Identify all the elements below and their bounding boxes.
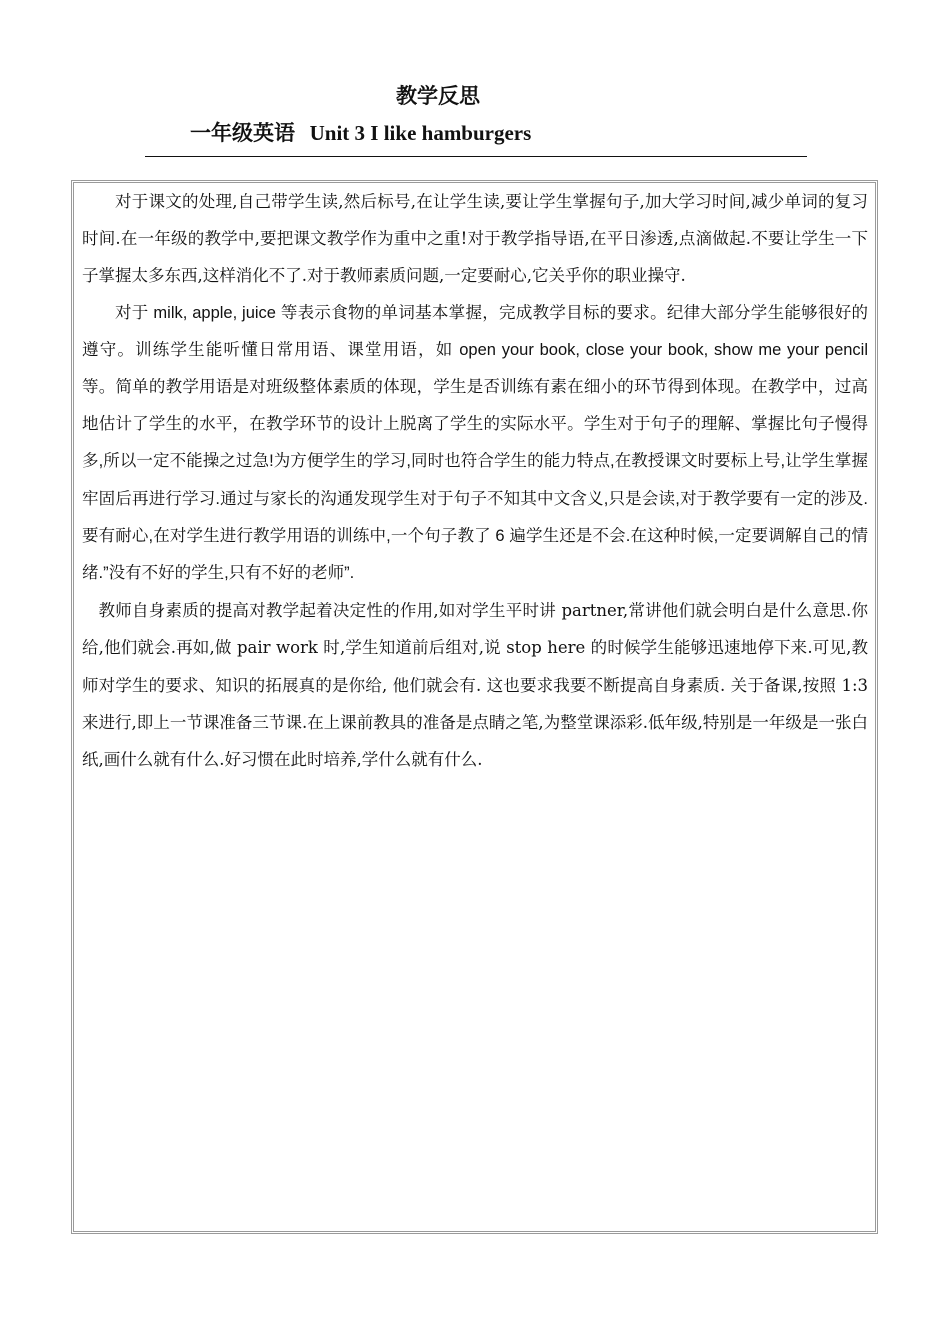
subtitle-chinese: 一年级英语 — [190, 121, 295, 145]
paragraph-2: 对于 milk, apple, juice 等表示食物的单词基本掌握，完成教学目标的要求。纪律大部分学生能够很好的遵守。训练学生能听懂日常用语、课堂用语，如 open your book, close your book, show me your pencil 等。简单的教学用语是对班级整体素质的体现，学生是否训练有素在细小的环节得到体现。在教学中，过高地估计了学生的水平，在教学环节的设计上脱离了学生的实际水平。学生对于句子的理解、掌握比句子慢得多,所以一定不能操之过急!为方便学生的学习,同时也符合学生的能力特点,在教授课文时要标上号,让学生掌握牢固后再进行学习.通过与家长的沟通发现学生对于句子不知其中文含义,只是会读,对于教学要有一定的涉及.要有耐心,在对学生进行教学用语的训练中,一个句子教了 6 遍学生还是不会.在这种时候,一定要调解自己的情绪.”没有不好的学生,只有不好的老师”. — [82, 303, 868, 583]
subtitle-english: Unit 3 I like hamburgers — [309, 121, 532, 145]
title-underline — [145, 156, 807, 157]
page-subtitle — [190, 117, 531, 147]
reflection-body — [82, 183, 868, 778]
paragraph-3: 教师自身素质的提高对教学起着决定性的作用,如对学生平时讲 partner,常讲他们就会明白是什么意思.你给,他们就会.再如,做 pair work 时,学生知道前后组对,说 stop here 的时候学生能够迅速地停下来.可见,教师对学生的要求、知识的拓展真的是你给, 他们就会有. 这也要求我要不断提高自身素质. 关于备课,按照 1:3 来进行,即上一节课准备三节课.在上课前教具的准备是点睛之笔,为整堂课添彩.低年级,特别是一年级是一张白纸,画什么就有什么.好习惯在此时培养,学什么就有什么. — [82, 601, 868, 770]
page-title: 教学反思 — [396, 84, 480, 108]
paragraph-1: 对于课文的处理,自己带学生读,然后标号,在让学生读,要让学生掌握句子,加大学习时间,减少单词的复习时间.在一年级的教学中,要把课文教学作为重中之重!对于教学指导语,在平日渗透,点滴做起.不要让学生一下子掌握太多东西,这样消化不了.对于教师素质问题,一定要耐心,它关乎你的职业操守. — [82, 192, 868, 286]
